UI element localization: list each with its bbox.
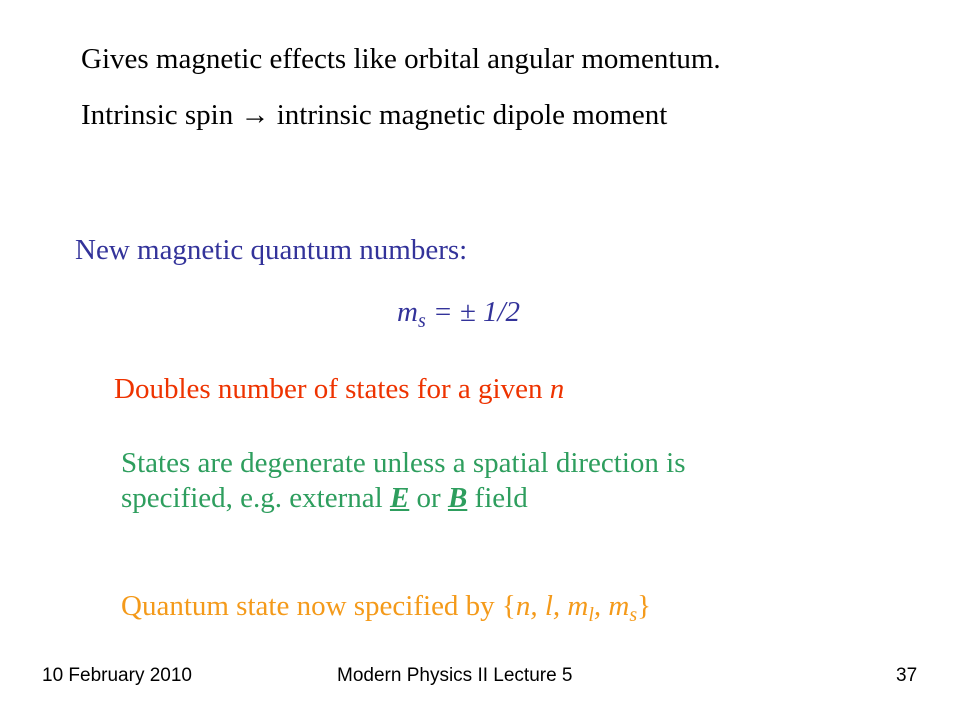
footer-course: Modern Physics II Lecture 5 [337,665,573,686]
field-e-symbol: E [389,482,410,514]
degenerate-text: specified, e.g. external [121,482,390,514]
field-word: field [467,482,528,514]
ms-equation [397,295,520,338]
line-intrinsic-spin: Intrinsic spin → intrinsic magnetic dipole moment [81,99,668,131]
doubles-n-variable: n [549,373,565,405]
footer-date: 10 February 2010 [42,665,192,686]
ml-subscript: l [588,604,594,626]
quantum-state-line [121,589,651,632]
quantum-vars: n, l, m [515,590,589,622]
quantum-close: } [637,590,652,622]
or-text: or [409,482,448,514]
field-b-symbol: B [447,482,468,514]
heading-quantum-numbers: New magnetic quantum numbers: [75,234,468,266]
ms-variable: m [397,296,418,328]
line-magnetic-effects: Gives magnetic effects like orbital angular momentum. [81,43,721,75]
footer-page-number: 37 [896,665,918,686]
ms-subscript-2: s [629,604,638,626]
ms-subscript: s [417,310,426,332]
doubles-text: Doubles number of states for a given [114,373,550,405]
quantum-sep: , m [593,590,630,622]
degenerate-line-2 [121,481,528,515]
quantum-text: Quantum state now specified by { [121,590,516,622]
ms-value: = ± 1/2 [425,296,521,328]
doubles-states-line [114,372,564,406]
degenerate-line-1: States are degenerate unless a spatial direction is [121,447,686,479]
